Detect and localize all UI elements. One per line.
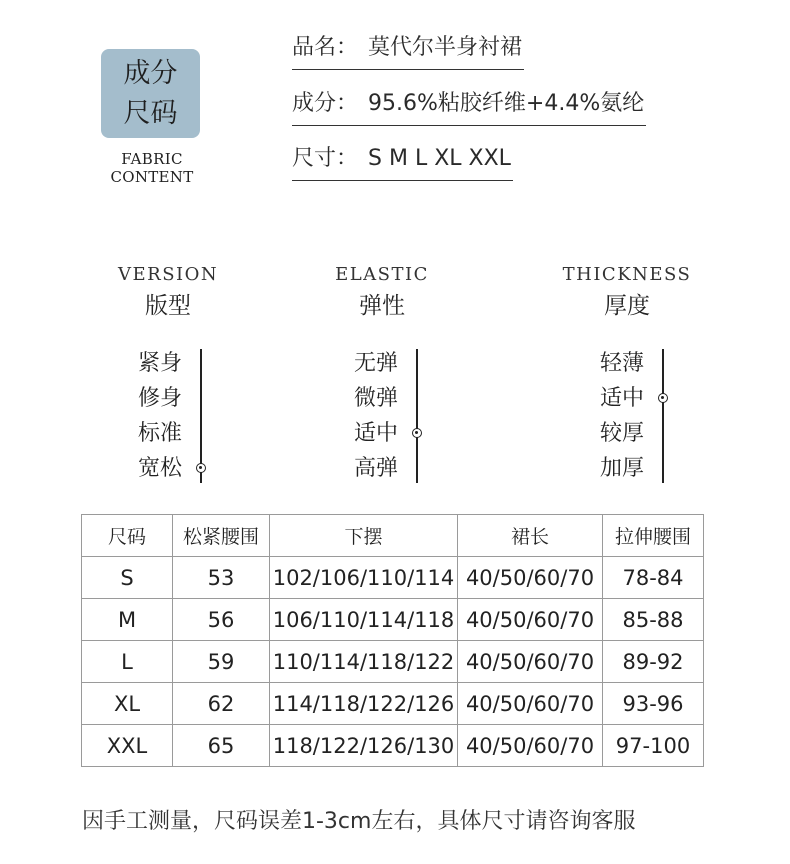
table-header-row — [82, 515, 704, 557]
table-cell: 97-100 — [603, 725, 704, 767]
header-skirt-length: 裙长 — [458, 515, 603, 557]
elastic-cn: 弹性 — [359, 293, 405, 319]
elastic-en: ELASTIC — [335, 264, 429, 285]
version-option: 修身 — [138, 386, 183, 411]
table-cell: 40/50/60/70 — [458, 641, 603, 683]
table-cell: 65 — [173, 725, 270, 767]
composition-line — [292, 86, 646, 126]
thickness-option: 适中 — [600, 386, 645, 411]
table-cell: L — [82, 641, 173, 683]
thickness-en: THICKNESS — [562, 264, 692, 285]
thickness-scale-line — [662, 349, 664, 483]
table-cell: 78-84 — [603, 557, 704, 599]
table-cell: 89-92 — [603, 641, 704, 683]
thickness-selected-marker — [658, 393, 668, 403]
table-cell: 40/50/60/70 — [458, 683, 603, 725]
table-row — [82, 641, 704, 683]
product-name-line — [292, 30, 524, 70]
table-cell: 40/50/60/70 — [458, 557, 603, 599]
table-cell: 56 — [173, 599, 270, 641]
elastic-selected-marker — [412, 428, 422, 438]
fabric-badge — [101, 49, 200, 138]
table-cell: XXL — [82, 725, 173, 767]
badge-subtitle: FABRIC CONTENT — [110, 150, 194, 186]
table-cell: 110/114/118/122 — [270, 641, 458, 683]
version-heading — [118, 264, 218, 320]
elastic-heading — [332, 264, 432, 320]
table-cell: 85-88 — [603, 599, 704, 641]
size-table — [81, 514, 704, 767]
version-cn: 版型 — [145, 293, 191, 319]
thickness-heading — [562, 264, 692, 320]
header-elastic-waist: 松紧腰围 — [173, 515, 270, 557]
table-cell: 53 — [173, 557, 270, 599]
thickness-option: 加厚 — [600, 456, 645, 481]
elastic-option: 微弹 — [354, 386, 399, 411]
header-hem: 下摆 — [270, 515, 458, 557]
elastic-option: 高弹 — [354, 456, 399, 481]
product-name-label: 品名： — [292, 35, 359, 60]
header-stretch-waist: 拉伸腰围 — [603, 515, 704, 557]
table-cell: 59 — [173, 641, 270, 683]
table-cell: 102/106/110/114 — [270, 557, 458, 599]
table-cell: M — [82, 599, 173, 641]
version-option: 紧身 — [138, 351, 183, 376]
table-cell: XL — [82, 683, 173, 725]
table-cell: 40/50/60/70 — [458, 599, 603, 641]
badge-line-2: 尺码 — [123, 97, 178, 129]
version-selected-marker — [196, 463, 206, 473]
elastic-scale-line — [416, 349, 418, 483]
thickness-cn: 厚度 — [604, 293, 650, 319]
table-row — [82, 725, 704, 767]
table-cell: 118/122/126/130 — [270, 725, 458, 767]
version-en: VERSION — [118, 264, 219, 285]
sizes-line — [292, 141, 513, 181]
thickness-option: 轻薄 — [600, 351, 645, 376]
composition-label: 成分： — [292, 91, 359, 116]
sizes-value: S M L XL XXL — [368, 146, 511, 171]
measurement-note: 因手工测量，尺码误差1-3cm左右，具体尺寸请咨询客服 — [82, 809, 636, 834]
table-cell: 114/118/122/126 — [270, 683, 458, 725]
table-cell: S — [82, 557, 173, 599]
table-cell: 62 — [173, 683, 270, 725]
table-row — [82, 557, 704, 599]
product-name-value: 莫代尔半身衬裙 — [368, 35, 523, 60]
composition-value: 95.6%粘胶纤维+4.4%氨纶 — [368, 91, 645, 116]
table-row — [82, 683, 704, 725]
header-size: 尺码 — [82, 515, 173, 557]
thickness-option: 较厚 — [600, 421, 645, 446]
table-row — [82, 599, 704, 641]
badge-line-1: 成分 — [123, 57, 178, 89]
version-option: 标准 — [138, 421, 183, 446]
elastic-option: 适中 — [354, 421, 399, 446]
sizes-label: 尺寸： — [292, 146, 359, 171]
version-option: 宽松 — [138, 456, 183, 481]
table-cell: 106/110/114/118 — [270, 599, 458, 641]
elastic-option: 无弹 — [354, 351, 399, 376]
table-cell: 93-96 — [603, 683, 704, 725]
table-cell: 40/50/60/70 — [458, 725, 603, 767]
